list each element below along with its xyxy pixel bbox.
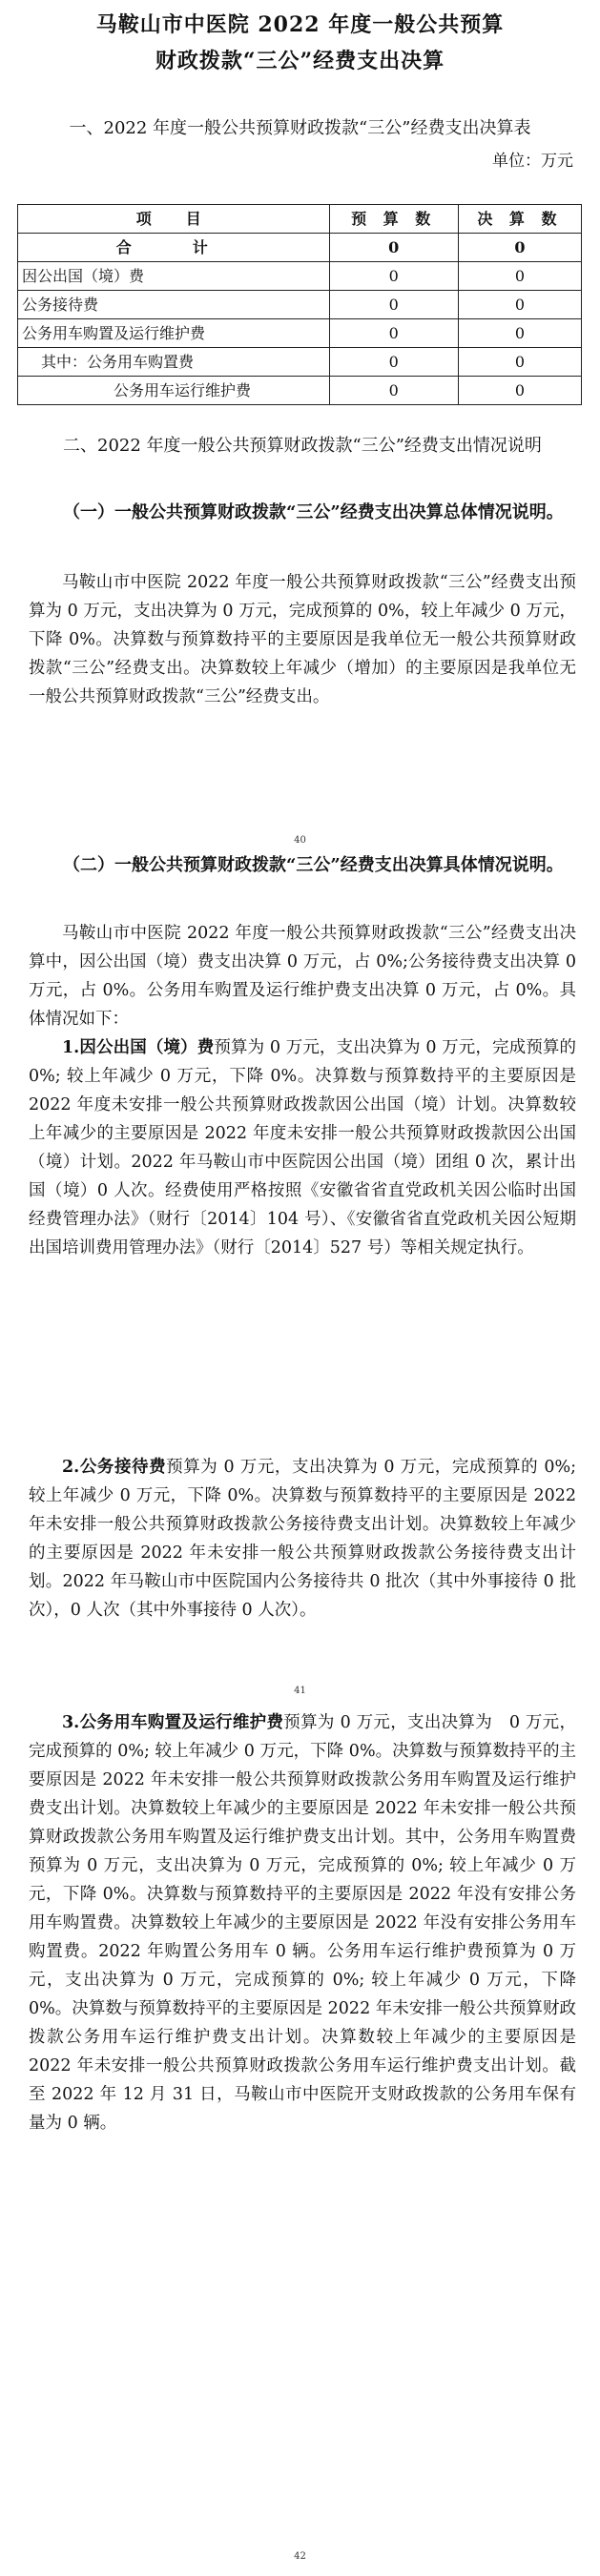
row-actual: 0	[458, 234, 581, 262]
sub1-heading: （一）一般公共预算财政拨款“三公”经费支出决算总体情况说明。	[63, 502, 564, 522]
table-header-row	[18, 205, 582, 234]
page-number: 41	[294, 1686, 306, 1696]
row-item: 其中：公务用车购置费	[18, 348, 330, 377]
section2-heading: 二、2022 年度一般公共预算财政拨款“三公”经费支出情况说明	[63, 436, 542, 456]
row-actual: 0	[458, 262, 581, 291]
expense-table	[17, 204, 582, 405]
row-item: 合 计	[18, 234, 330, 262]
row-actual: 0	[458, 319, 581, 348]
row-item: 公务用车运行维护费	[18, 377, 330, 405]
table-row	[18, 377, 582, 405]
table-row-total	[18, 234, 582, 262]
header-item: 项 目	[18, 205, 330, 234]
row-budget: 0	[329, 262, 458, 291]
item3-lead: 3.公务用车购置及运行维护费	[62, 1713, 284, 1732]
item1-paragraph	[29, 1033, 576, 1262]
item2-paragraph	[29, 1453, 576, 1625]
header-budget: 预 算 数	[329, 205, 458, 234]
row-item: 因公出国（境）费	[18, 262, 330, 291]
doc-title-line1: 马鞍山市中医院 2022 年度一般公共预算	[95, 12, 505, 37]
section1-heading: 一、2022 年度一般公共预算财政拨款“三公”经费支出决算表	[69, 118, 531, 138]
sub2-paragraph: 马鞍山市中医院 2022 年度一般公共预算财政拨款“三公”经费支出决算中，因公出国（境）费支出决算 0 万元，占 0%;公务接待费支出决算 0 万元，占 0%。公务用车购置及运行维护费支出决算 0 万元，占 0%。具体情况如下：	[29, 924, 576, 1029]
row-item: 公务用车购置及运行维护费	[18, 319, 330, 348]
item2-text: 预算为 0 万元，支出决算为 0 万元，完成预算的 0%; 较上年减少 0 万元，下降 0%。决算数与预算数持平的主要原因是 2022 年未安排一般公共预算财政拨款公务接待费支出计划。决算数较上年减少的主要原因是 2022 年未安排一般公共预算财政拨款公务接待费支出计划。2022 年马鞍山市中医院国内公务接待共 0 批次（其中外事接待 0 批次），0 人次（其中外事接待 0 人次）。	[29, 1458, 576, 1620]
table-row	[18, 348, 582, 377]
item3-paragraph	[29, 1708, 576, 2137]
page-number: 42	[294, 2551, 306, 2562]
doc-title-line2: 财政拨款“三公”经费支出决算	[155, 49, 445, 73]
sub1-paragraph: 马鞍山市中医院 2022 年度一般公共预算财政拨款“三公”经费支出预算为 0 万元，支出决算为 0 万元，完成预算的 0%，较上年减少 0 万元，下降 0%。决算数与预算数持平的主要原因是我单位无一般公共预算财政拨款“三公”经费支出。决算数较上年减少（增加）的主要原因是我单位无一般公共预算财政拨款“三公”经费支出。	[29, 573, 576, 706]
header-actual: 决 算 数	[458, 205, 581, 234]
row-budget: 0	[329, 291, 458, 319]
row-budget: 0	[329, 319, 458, 348]
row-budget: 0	[329, 234, 458, 262]
page-number: 40	[294, 835, 306, 846]
unit-label: 单位：万元	[492, 152, 573, 171]
item1-lead: 1.因公出国（境）费	[62, 1038, 215, 1057]
row-budget: 0	[329, 377, 458, 405]
row-actual: 0	[458, 291, 581, 319]
item2-lead: 2.公务接待费	[62, 1458, 167, 1477]
row-budget: 0	[329, 348, 458, 377]
row-item: 公务接待费	[18, 291, 330, 319]
table-row	[18, 291, 582, 319]
row-actual: 0	[458, 348, 581, 377]
table-row	[18, 319, 582, 348]
item3-text: 预算为 0 万元，支出决算为 0 万元，完成预算的 0%; 较上年减少 0 万元，下降 0%。决算数与预算数持平的主要原因是 2022 年未安排一般公共预算财政拨款公务用车购置及运行维护费支出计划。决算数较上年减少的主要原因是 2022 年未安排一般公共预算财政拨款公务用车购置及运行维护费支出计划。其中，公务用车购置费预算为 0 万元，支出决算为 0 万元，完成预算的 0%; 较上年减少 0 万元，下降 0%。决算数与预算数持平的主要原因是 2022 年没有安排公务用车购置费。决算数较上年减少的主要原因是 2022 年没有安排公务用车购置费。2022 年购置公务用车 0 辆。公务用车运行维护费预算为 0 万元，支出决算为 0 万元，完成预算的 0%; 较上年减少 0 万元，下降 0%。决算数与预算数持平的主要原因是 2022 年未安排一般公共预算财政拨款公务用车运行维护费支出计划。决算数较上年减少的主要原因是 2022 年未安排一般公共预算财政拨款公务用车运行维护费支出计划。截至 2022 年 12 月 31 日，马鞍山市中医院开支财政拨款的公务用车保有量为 0 辆。	[29, 1713, 576, 2133]
row-actual: 0	[458, 377, 581, 405]
table-row	[18, 262, 582, 291]
item1-text: 预算为 0 万元，支出决算为 0 万元，完成预算的 0%; 较上年减少 0 万元，下降 0%。决算数与预算数持平的主要原因是 2022 年度未安排一般公共预算财政拨款因公出国（境）计划。决算数较上年减少的主要原因是 2022 年度未安排一般公共预算财政拨款因公出国（境）计划。2022 年马鞍山市中医院因公出国（境）团组 0 次，累计出国（境）0 人次。经费使用严格按照《安徽省省直党政机关因公临时出国经费管理办法》（财行〔2014〕104 号）、《安徽省省直党政机关因公短期出国培训费用管理办法》（财行〔2014〕527 号）等相关规定执行。	[29, 1038, 576, 1257]
sub2-heading: （二）一般公共预算财政拨款“三公”经费支出决算具体情况说明。	[63, 855, 564, 875]
